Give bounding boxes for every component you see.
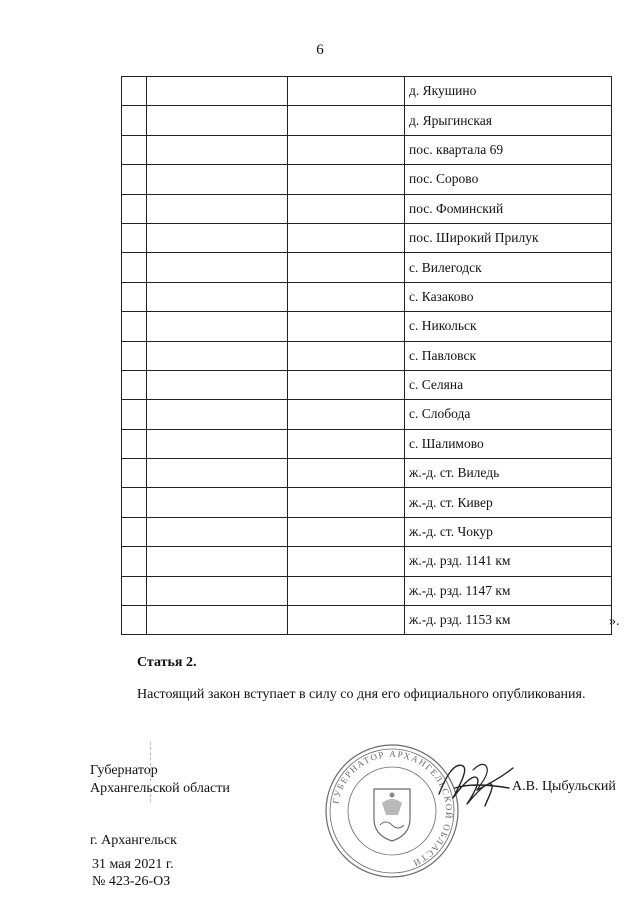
empty-cell — [122, 370, 147, 399]
empty-cell — [147, 547, 288, 576]
table-row — [122, 282, 612, 311]
empty-cell — [288, 576, 405, 605]
table-row — [122, 547, 612, 576]
settlement-name-cell: пос. квартала 69 — [405, 135, 612, 164]
table-row — [122, 253, 612, 282]
empty-cell — [288, 77, 405, 106]
settlement-name-cell: д. Ярыгинская — [405, 106, 612, 135]
table-row — [122, 194, 612, 223]
empty-cell — [147, 429, 288, 458]
empty-cell — [147, 606, 288, 635]
empty-cell — [147, 370, 288, 399]
empty-cell — [147, 282, 288, 311]
empty-cell — [147, 106, 288, 135]
empty-cell — [122, 135, 147, 164]
table-row — [122, 459, 612, 488]
settlement-name-cell: с. Казаково — [405, 282, 612, 311]
empty-cell — [288, 517, 405, 546]
empty-cell — [288, 135, 405, 164]
settlements-table-body — [122, 77, 612, 635]
empty-cell — [288, 429, 405, 458]
settlement-name-cell: ж.-д. рзд. 1153 км — [405, 606, 612, 635]
table-row — [122, 341, 612, 370]
table-row — [122, 370, 612, 399]
empty-cell — [288, 253, 405, 282]
governor-name: А.В. Цыбульский — [512, 779, 616, 794]
empty-cell — [288, 547, 405, 576]
empty-cell — [122, 341, 147, 370]
empty-cell — [288, 459, 405, 488]
settlement-name-cell: с. Селяна — [405, 370, 612, 399]
empty-cell — [122, 106, 147, 135]
empty-cell — [122, 194, 147, 223]
table-row — [122, 165, 612, 194]
settlement-name-cell: с. Слобода — [405, 400, 612, 429]
table-row — [122, 576, 612, 605]
empty-cell — [122, 459, 147, 488]
settlement-name-cell: пос. Сорово — [405, 165, 612, 194]
settlement-name-cell: с. Павловск — [405, 341, 612, 370]
table-row — [122, 517, 612, 546]
empty-cell — [147, 223, 288, 252]
empty-cell — [122, 429, 147, 458]
empty-cell — [147, 253, 288, 282]
empty-cell — [122, 517, 147, 546]
table-row — [122, 488, 612, 517]
article-title: Статья 2. — [137, 655, 197, 670]
governor-title-line1: Губернатор — [90, 763, 158, 778]
empty-cell — [147, 488, 288, 517]
empty-cell — [122, 77, 147, 106]
empty-cell — [288, 370, 405, 399]
empty-cell — [122, 547, 147, 576]
empty-cell — [147, 77, 288, 106]
empty-cell — [147, 165, 288, 194]
empty-cell — [122, 576, 147, 605]
empty-cell — [147, 194, 288, 223]
governor-title — [90, 762, 230, 798]
settlements-table — [121, 76, 612, 635]
closing-quote: ». — [609, 614, 620, 629]
empty-cell — [288, 282, 405, 311]
settlement-name-cell: д. Якушино — [405, 77, 612, 106]
settlement-name-cell: с. Шалимово — [405, 429, 612, 458]
seal-text: ГУБЕРНАТОР АРХАНГЕЛЬСКОЙ ОБЛАСТИ — [330, 748, 455, 869]
settlement-name-cell: пос. Фоминский — [405, 194, 612, 223]
handwritten-signature — [433, 754, 519, 818]
empty-cell — [147, 576, 288, 605]
empty-cell — [288, 106, 405, 135]
law-number: № 423-26-ОЗ — [92, 874, 171, 889]
empty-cell — [147, 312, 288, 341]
empty-cell — [147, 341, 288, 370]
empty-cell — [288, 488, 405, 517]
settlement-name-cell: ж.-д. рзд. 1141 км — [405, 547, 612, 576]
empty-cell — [122, 488, 147, 517]
settlement-name-cell: ж.-д. ст. Чокур — [405, 517, 612, 546]
empty-cell — [122, 400, 147, 429]
empty-cell — [288, 194, 405, 223]
settlement-name-cell: с. Вилегодск — [405, 253, 612, 282]
empty-cell — [288, 341, 405, 370]
page-number: 6 — [316, 42, 324, 58]
table-row — [122, 77, 612, 106]
settlement-name-cell: ж.-д. ст. Кивер — [405, 488, 612, 517]
table-row — [122, 312, 612, 341]
settlement-name-cell: с. Никольск — [405, 312, 612, 341]
table-row — [122, 106, 612, 135]
empty-cell — [147, 400, 288, 429]
governor-title-line2: Архангельской области — [90, 781, 230, 796]
table-row — [122, 135, 612, 164]
signing-city: г. Архангельск — [90, 833, 177, 848]
table-row — [122, 400, 612, 429]
signing-date: 31 мая 2021 г. — [92, 857, 174, 872]
empty-cell — [122, 253, 147, 282]
empty-cell — [288, 606, 405, 635]
empty-cell — [147, 135, 288, 164]
empty-cell — [288, 312, 405, 341]
empty-cell — [122, 312, 147, 341]
settlement-name-cell: пос. Широкий Прилук — [405, 223, 612, 252]
empty-cell — [122, 223, 147, 252]
empty-cell — [122, 282, 147, 311]
empty-cell — [122, 606, 147, 635]
settlement-name-cell: ж.-д. ст. Виледь — [405, 459, 612, 488]
empty-cell — [147, 459, 288, 488]
settlement-name-cell: ж.-д. рзд. 1147 км — [405, 576, 612, 605]
table-row — [122, 223, 612, 252]
table-row — [122, 606, 612, 635]
article-text: Настоящий закон вступает в силу со дня его официального опубликования. — [137, 687, 586, 702]
empty-cell — [288, 165, 405, 194]
table-row — [122, 429, 612, 458]
empty-cell — [122, 165, 147, 194]
empty-cell — [147, 517, 288, 546]
empty-cell — [288, 223, 405, 252]
empty-cell — [288, 400, 405, 429]
